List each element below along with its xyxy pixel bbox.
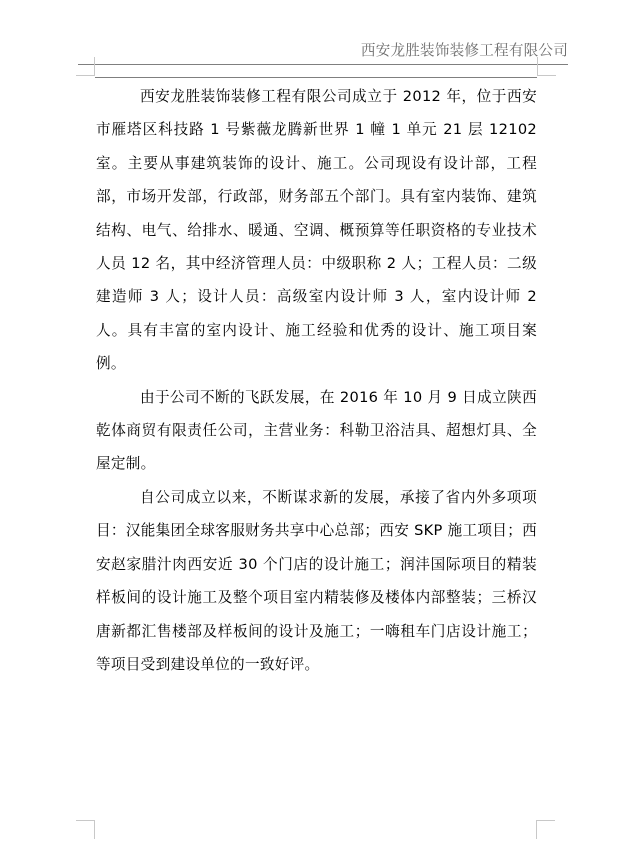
paragraph-projects: 自公司成立以来，不断谋求新的发展，承接了省内外多项项目：汉能集团全球客服财务共享中心总部；西安 SKP 施工项目；西安赵家腊汁肉西安近 30 个门店的设计施工；润沣国际项目的精装样板间的设计施工及整个项目室内精装修及楼体内部整装；三桥汉唐新都汇售楼部及样板间的设计及施工；一嗨租车门店设计施工；等项目受到建设单位的一致好评。 [96,488,537,673]
margin-corner-mark-bottom-right [536,820,555,839]
margin-corner-mark-top-right [537,57,556,76]
margin-corner-mark-bottom-left [76,820,95,839]
header-rule [78,64,568,65]
margin-corner-mark-top-left [76,57,95,76]
document-body [96,80,537,681]
paragraph-company-intro: 西安龙胜装饰装修工程有限公司成立于 2012 年，位于西安市雁塔区科技路 1 号紫薇龙腾新世界 1 幢 1 单元 21 层 12102 室。主要从事建筑装饰的设计、施工。公司现设有设计部，工程部，市场开发部，行政部，财务部五个部门。具有室内装饰、建筑结构、电气、给排水、暖通、空调、概预算等任职资格的专业技术人员 12 名，其中经济管理人员：中级职称 2 人；工程人员：二级建造师 3 人；设计人员：高级室内设计师 3 人，室内设计师 2 人。具有丰富的室内设计、施工经验和优秀的设计、施工项目案例。 [96,88,537,373]
header-company-name: 西安龙胜装饰装修工程有限公司 [360,42,568,59]
header-rule-secondary [95,77,537,78]
paragraph-subsidiary: 由于公司不断的飞跃发展，在 2016 年 10 月 9 日成立陕西乾体商贸有限责任公司，主营业务：科勒卫浴洁具、超想灯具、全屋定制。 [96,388,537,473]
